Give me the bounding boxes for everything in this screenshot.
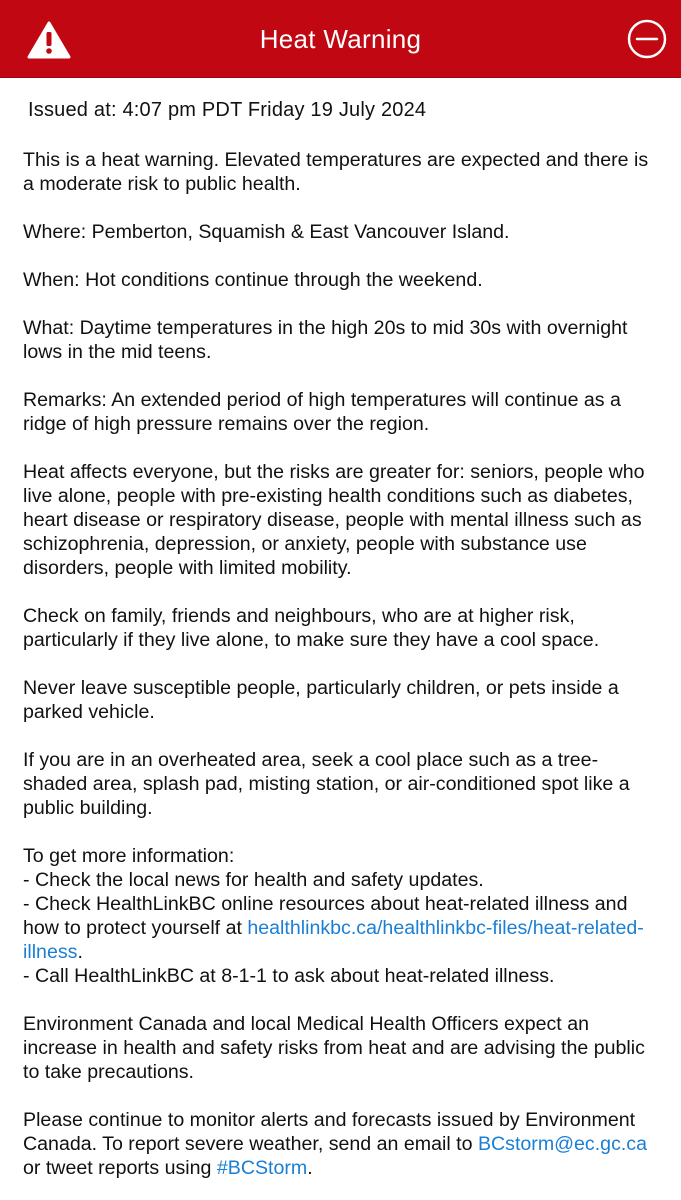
more-info-paragraph bbox=[23, 844, 657, 988]
cool-place-paragraph: If you are in an overheated area, seek a cool place such as a tree-shaded area, splash pad, misting station, or air-conditioned spot like a public building. bbox=[23, 749, 630, 819]
issued-timestamp: Issued at: 4:07 pm PDT Friday 19 July 2024 bbox=[28, 99, 427, 121]
more-info-item-news: - Check the local news for health and safety updates. bbox=[23, 869, 484, 891]
vehicle-warning-paragraph: Never leave susceptible people, particularly children, or pets inside a parked vehicle. bbox=[23, 677, 619, 723]
precautions-paragraph: Environment Canada and local Medical Health Officers expect an increase in health and safety risks from heat and are advising the public to take precautions. bbox=[23, 1013, 645, 1083]
check-on-family-paragraph: Check on family, friends and neighbours, who are at higher risk, particularly if they live alone, to make sure they have a cool space. bbox=[23, 605, 600, 651]
where-paragraph: Where: Pemberton, Squamish & East Vancouver Island. bbox=[23, 221, 510, 243]
alert-header bbox=[0, 0, 681, 78]
alert-body bbox=[0, 98, 681, 1180]
more-info-intro: To get more information: bbox=[23, 845, 235, 867]
healthlinkbc-link[interactable]: healthlinkbc.ca/healthlinkbc-files/heat-related-illness bbox=[23, 917, 644, 963]
when-paragraph: When: Hot conditions continue through the weekend. bbox=[23, 269, 483, 291]
risk-groups-paragraph: Heat affects everyone, but the risks are greater for: seniors, people who live alone, people with pre-existing health conditions such as diabetes, heart disease or respiratory disease, people with mental illness such as schizophrenia, depression, or anxiety, people with substance use disorders, people with limited mobility. bbox=[23, 461, 645, 579]
minus-circle-icon[interactable] bbox=[627, 19, 667, 59]
intro-paragraph: This is a heat warning. Elevated temperatures are expected and there is a moderate risk to public health. bbox=[23, 149, 649, 195]
bcstorm-hashtag-link[interactable]: #BCStorm bbox=[216, 1157, 308, 1179]
page-title: Heat Warning bbox=[259, 24, 422, 54]
more-info-item-healthlink: - Check HealthLinkBC online resources about heat-related illness and how to protect yourself at healthlinkbc.ca/healthlinkbc-files/heat-related-illness. bbox=[23, 893, 644, 963]
remarks-paragraph: Remarks: An extended period of high temperatures will continue as a ridge of high pressure remains over the region. bbox=[23, 389, 621, 435]
more-info-item-call: - Call HealthLinkBC at 8-1-1 to ask about heat-related illness. bbox=[23, 965, 555, 987]
bcstorm-email-link[interactable]: BCstorm@ec.gc.ca bbox=[477, 1133, 648, 1155]
what-paragraph: What: Daytime temperatures in the high 20s to mid 30s with overnight lows in the mid teens. bbox=[23, 317, 628, 363]
monitor-alerts-paragraph: Please continue to monitor alerts and forecasts issued by Environment Canada. To report severe weather, send an email to BCstorm@ec.gc.ca or tweet reports using #BCStorm. bbox=[23, 1109, 648, 1179]
